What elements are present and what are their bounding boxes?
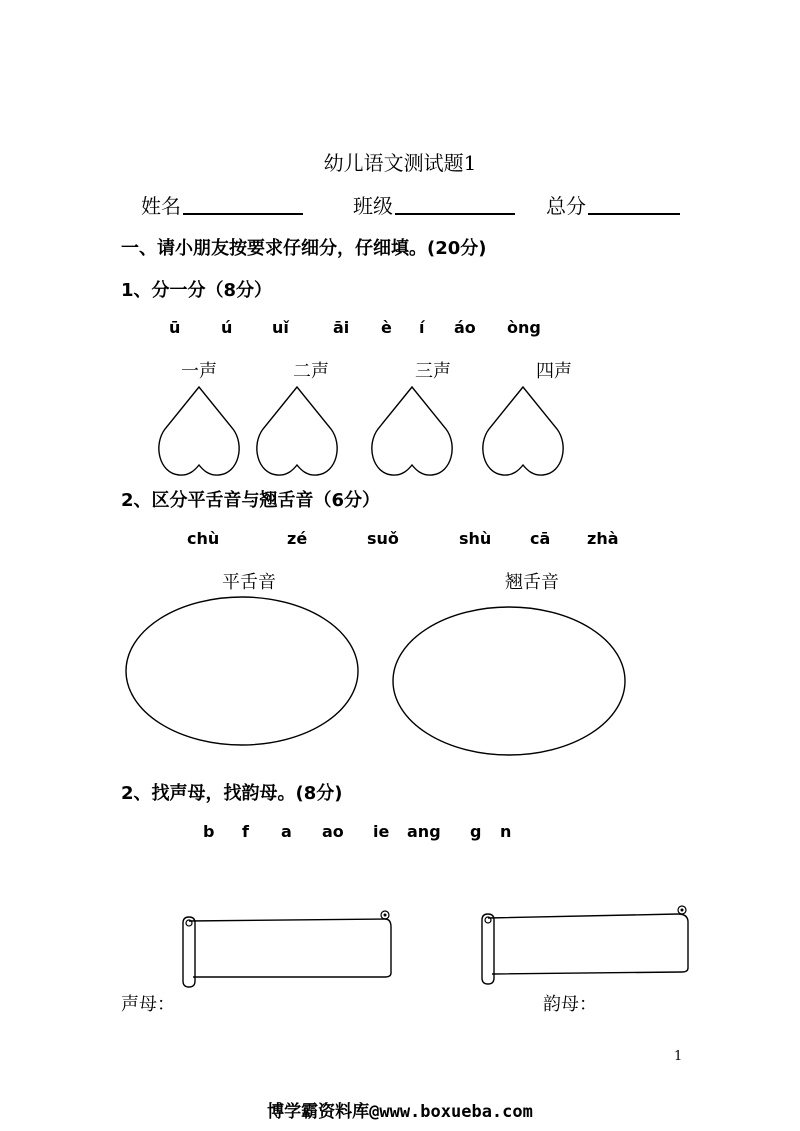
class-label: 班级 bbox=[353, 194, 393, 218]
q2-syllable: zé bbox=[287, 529, 308, 548]
section1-heading: 一、请小朋友按要求仔细分，仔细填。(20分) bbox=[121, 238, 487, 259]
q3-letter: ao bbox=[322, 822, 344, 841]
q3-letter: f bbox=[242, 822, 249, 841]
tone-label-4: 四声 bbox=[536, 361, 572, 382]
q1-syllable: uǐ bbox=[272, 318, 289, 337]
q2-syllable: suǒ bbox=[367, 529, 399, 548]
q1-syllable: ú bbox=[221, 318, 233, 337]
flat-tongue-oval[interactable] bbox=[124, 595, 360, 747]
score-blank-line[interactable] bbox=[588, 193, 680, 215]
q2-syllable: cā bbox=[530, 529, 551, 548]
score-field[interactable] bbox=[546, 190, 680, 219]
heart-answer-box-4[interactable] bbox=[481, 385, 565, 477]
tone-label-1: 一声 bbox=[181, 361, 217, 382]
page-title: 幼儿语文测试题1 bbox=[323, 151, 477, 175]
q1-syllable: í bbox=[419, 318, 425, 337]
q2-syllable: zhà bbox=[587, 529, 619, 548]
name-field[interactable] bbox=[141, 190, 303, 219]
q1-syllable: è bbox=[381, 318, 392, 337]
finals-scroll-box[interactable] bbox=[478, 904, 692, 984]
name-label: 姓名 bbox=[141, 194, 181, 218]
heart-answer-box-3[interactable] bbox=[370, 385, 454, 477]
q3-letter: g bbox=[470, 822, 482, 841]
q3-letter: b bbox=[203, 822, 215, 841]
heart-answer-box-1[interactable] bbox=[157, 385, 241, 477]
initials-label: 声母： bbox=[121, 994, 175, 1015]
footer-watermark: 博学霸资料库@www.boxueba.com bbox=[267, 1102, 533, 1122]
class-blank-line[interactable] bbox=[395, 193, 515, 215]
q2-syllable: chù bbox=[187, 529, 220, 548]
name-blank-line[interactable] bbox=[183, 193, 303, 215]
class-field[interactable] bbox=[353, 190, 515, 219]
q3-letter: ang bbox=[407, 822, 441, 841]
tone-label-3: 三声 bbox=[415, 361, 451, 382]
q1-syllable: ū bbox=[169, 318, 181, 337]
flat-tongue-label: 平舌音 bbox=[222, 572, 276, 593]
q3-heading: 2、找声母，找韵母。(8分) bbox=[121, 783, 343, 804]
initials-scroll-box[interactable] bbox=[179, 909, 393, 989]
q2-syllable: shù bbox=[459, 529, 492, 548]
retroflex-oval[interactable] bbox=[391, 605, 627, 757]
retroflex-label: 翘舌音 bbox=[505, 572, 559, 593]
heart-answer-box-2[interactable] bbox=[255, 385, 339, 477]
q3-letter: a bbox=[281, 822, 292, 841]
tone-label-2: 二声 bbox=[293, 361, 329, 382]
q2-heading: 2、区分平舌音与翘舌音（6分） bbox=[121, 490, 381, 511]
q1-syllable: áo bbox=[454, 318, 476, 337]
q3-letter: n bbox=[500, 822, 512, 841]
finals-label: 韵母： bbox=[543, 994, 597, 1015]
q3-letter: ie bbox=[373, 822, 390, 841]
score-label: 总分 bbox=[546, 194, 586, 218]
q1-syllable: āi bbox=[333, 318, 350, 337]
q1-syllable: òng bbox=[507, 318, 541, 337]
page-number: 1 bbox=[674, 1049, 683, 1064]
q1-heading: 1、分一分（8分） bbox=[121, 280, 273, 301]
